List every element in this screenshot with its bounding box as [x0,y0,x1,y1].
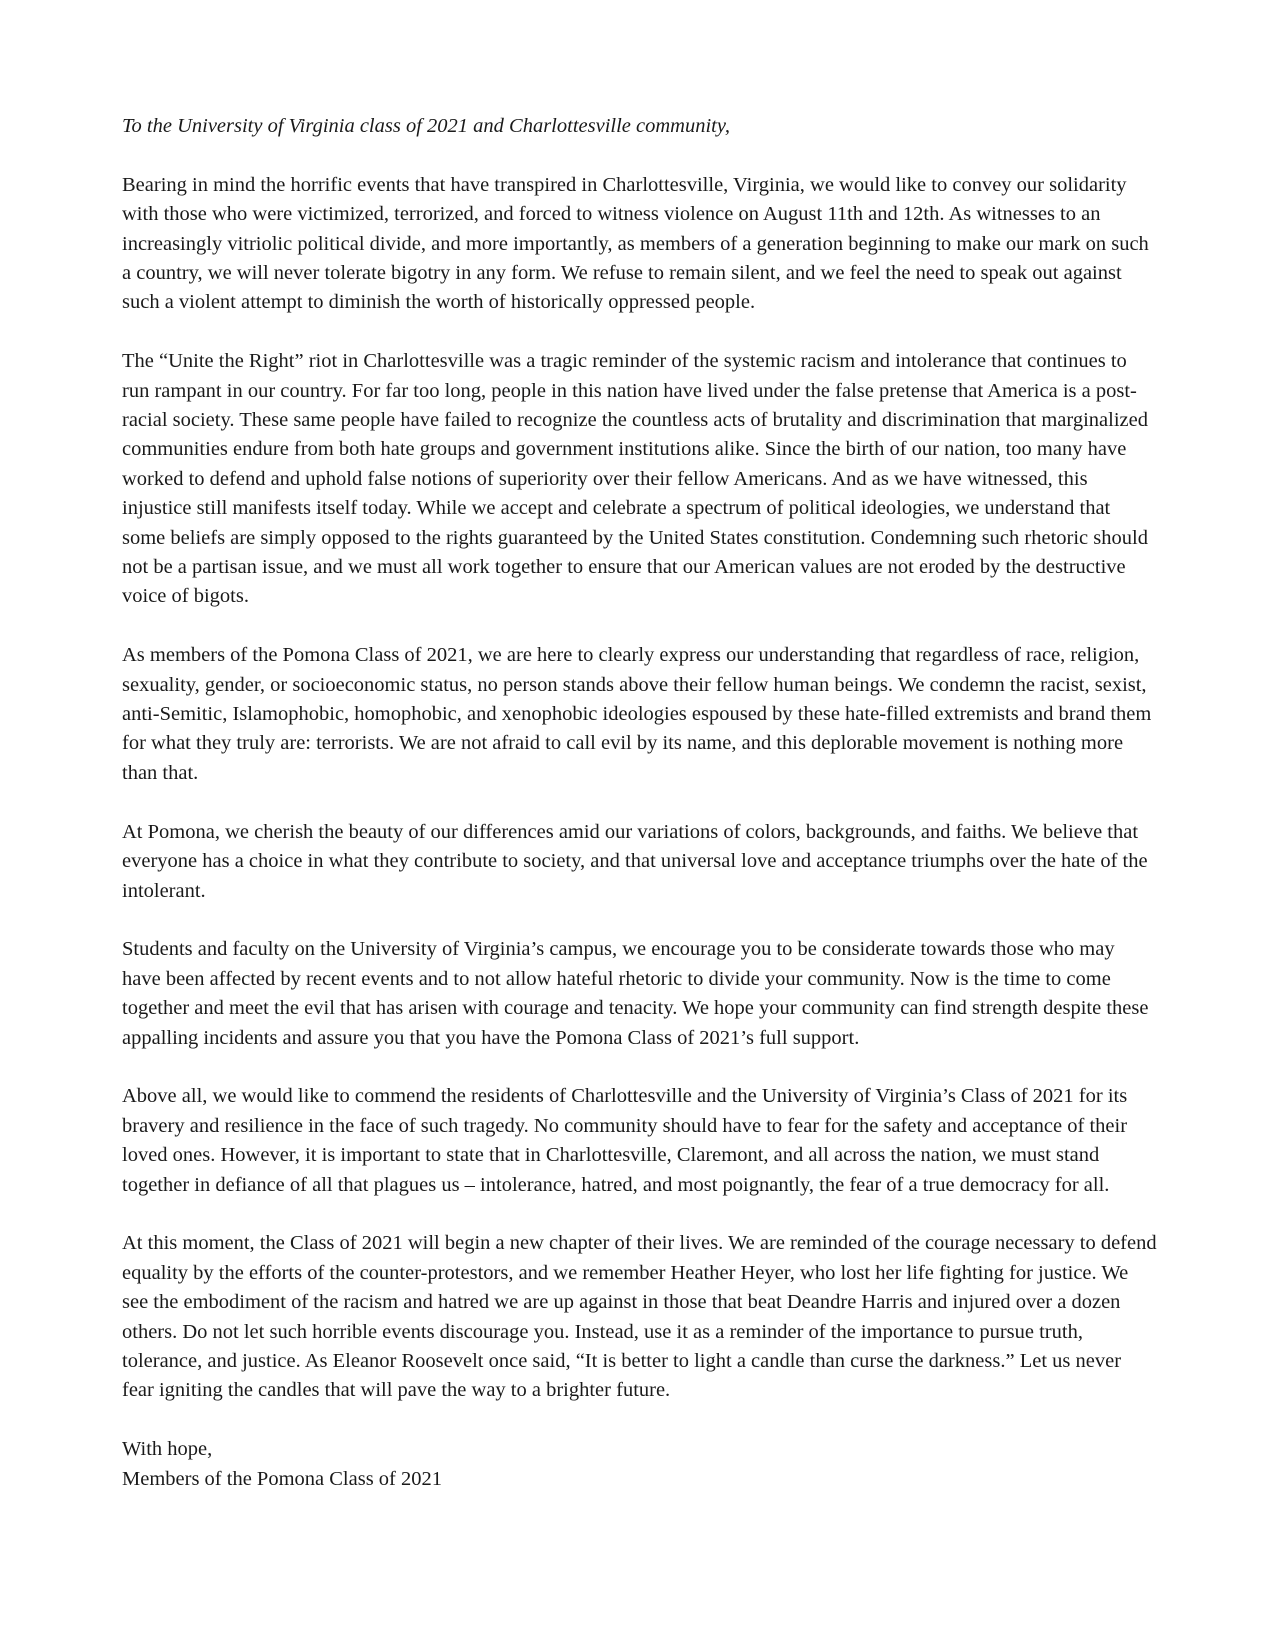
paragraph-at-pomona: At Pomona, we cherish the beauty of our differences amid our variations of colors, backgrounds, and faiths. We believe that everyone has a choice in what they contribute to society, and that universal love and acceptance triumphs over the hate of the intolerant. [122,820,1148,902]
paragraph-students-faculty: Students and faculty on the University of Virginia’s campus, we encourage you to be considerate towards those who may have been affected by recent events and to not allow hateful rhetoric to divide your community. Now is the time to come together and meet the evil that has arisen with courage and tenacity. We hope your community can find strength despite these appalling incidents and assure you that you have the Pomona Class of 2021’s full support. [122,938,1149,1049]
paragraph-new-chapter: At this moment, the Class of 2021 will begin a new chapter of their lives. We are reminded of the courage necessary to defend equality by the efforts of the counter-protestors, and we remember Heather Heyer, who lost her life fighting for justice. We see the embodiment of the racism and hatred we are up against in those that beat Deandre Harris and injured over a dozen others. Do not let such horrible events discourage you. Instead, use it as a reminder of the importance to pursue truth, tolerance, and justice. As Eleanor Roosevelt once said, “It is better to light a candle than curse the darkness.” Let us never fear igniting the candles that will pave the way to a brighter future. [122,1232,1157,1402]
salutation: To the University of Virginia class of 2021 and Charlottesville community, [122,115,730,137]
signature: Members of the Pomona Class of 2021 [122,1467,442,1490]
paragraph-above-all: Above all, we would like to commend the residents of Charlottesville and the University of Virginia’s Class of 2021 for its bravery and resilience in the face of such tragedy. No community should have to fear for the safety and acceptance of their loved ones. However, it is important to state that in Charlottesville, Claremont, and all across the nation, we must stand together in defiance of all that plagues us – intolerance, hatred, and most poignantly, the fear of a true democracy for all. [122,1085,1128,1196]
paragraph-solidarity: Bearing in mind the horrific events that have transpired in Charlottesville, Virginia, we would like to convey our solidarity with those who were victimized, terrorized, and forced to witness violence on August 11th and 12th. As witnesses to an increasingly vitriolic political divide, and more importantly, as members of a generation beginning to make our mark on such a country, we will never tolerate bigotry in any form. We refuse to remain silent, and we feel the need to speak out against such a violent attempt to diminish the worth of historically oppressed people. [122,173,1149,314]
valediction: With hope, [122,1438,213,1461]
paragraph-pomona-class: As members of the Pomona Class of 2021, we are here to clearly express our understanding that regardless of race, religion, sexuality, gender, or socioeconomic status, no person stands above their fellow human beings. We condemn the racist, sexist, anti-Semitic, Islamophobic, homophobic, and xenophobic ideologies espoused by these hate-filled extremists and brand them for what they truly are: terrorists. We are not afraid to call evil by its name, and this deplorable movement is nothing more than that. [122,644,1152,784]
paragraph-unite-the-right: The “Unite the Right” riot in Charlottesville was a tragic reminder of the systemic racism and intolerance that continues to run rampant in our country. For far too long, people in this nation have lived under the false pretense that America is a post-racial society. These same people have failed to recognize the countless acts of brutality and discrimination that marginalized communities endure from both hate groups and government institutions alike. Since the birth of our nation, too many have worked to defend and uphold false notions of superiority over their fellow Americans. And as we have witnessed, this injustice still manifests itself today. While we accept and celebrate a spectrum of political ideologies, we understand that some beliefs are simply opposed to the rights guaranteed by the United States constitution. Condemning such rhetoric should not be a partisan issue, and we must all work together to ensure that our American values are not eroded by the destructive voice of bigots. [122,350,1148,608]
